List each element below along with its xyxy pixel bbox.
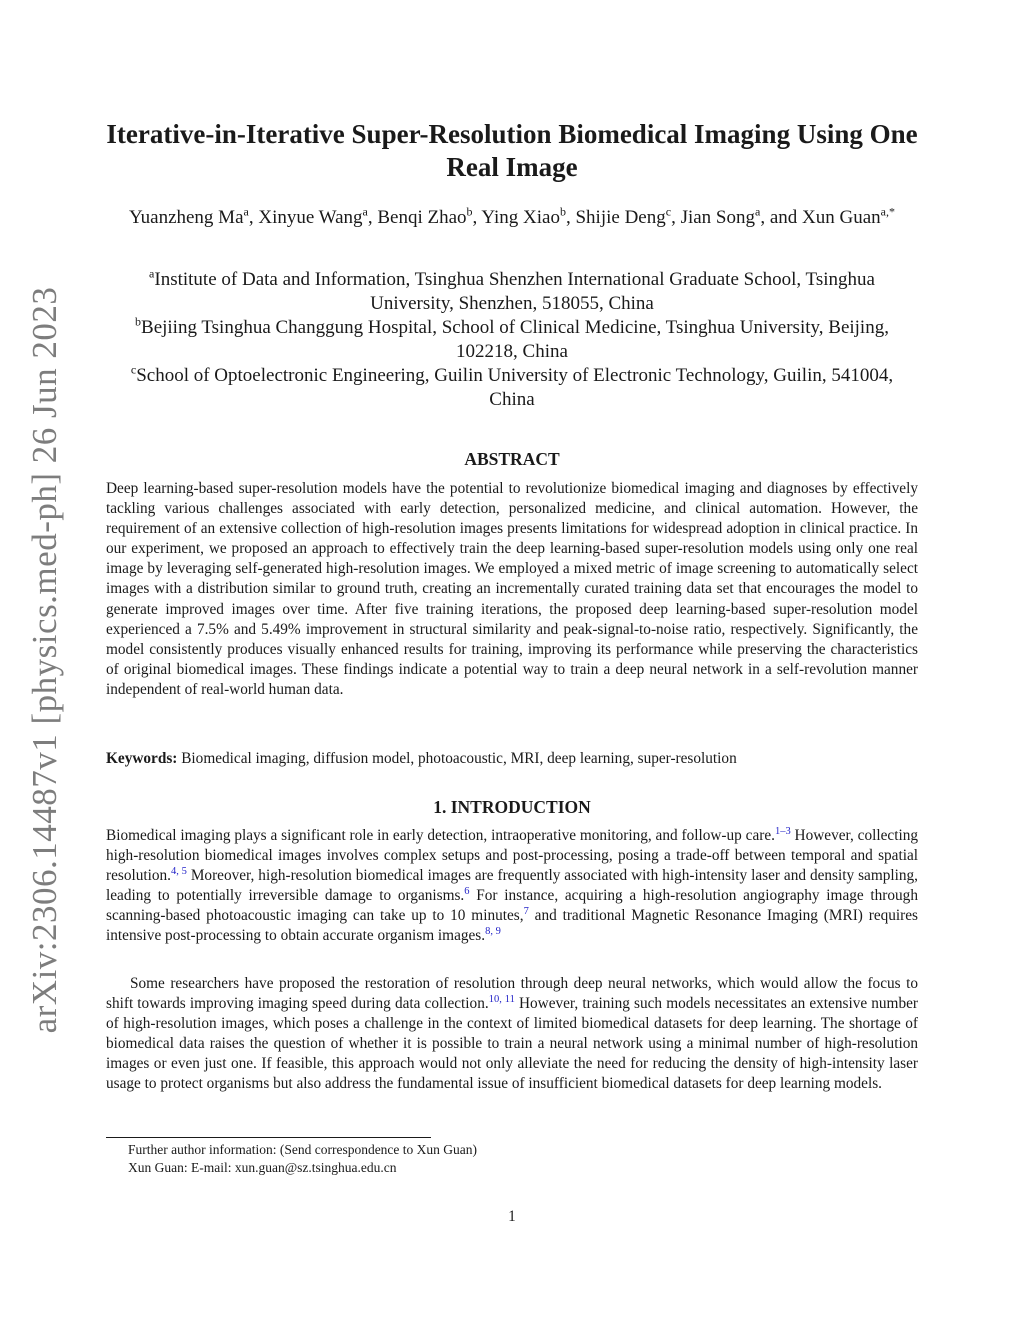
author-affiliation-mark: b — [466, 204, 473, 219]
author-name: Ying Xiao — [481, 207, 560, 228]
affiliation — [106, 364, 918, 412]
intro-paragraph-2: Some researchers have proposed the restoration of resolution through deep neural networks, which would allow the focus to shift towards improving imaging speed during data collection.$^{10, 11}$ However, training such models necessitates an extensive number of high-resolution images, which poses a challenge in the context of limited biomedical datasets for deep learning. The shortage of biomedical data raises the question of whether it is possible to train a neural network using a minimal number of high-resolution images or even just one. If feasible, this approach would not only alleviate the need for reducing the density of high-intensity laser usage to protect organisms but also address the fundamental issue of insufficient biomedical datasets for deep learning models. — [106, 975, 918, 1092]
affiliation-mark: c — [130, 362, 137, 377]
citation-link[interactable]: 6 — [464, 886, 470, 897]
affiliation-mark: b — [135, 314, 142, 329]
author-affiliation-mark: b — [559, 204, 566, 219]
author-affiliation-mark: c — [665, 204, 672, 219]
keywords-label: Keywords: — [106, 750, 178, 767]
keywords-text: Biomedical imaging, diffusion model, photoacoustic, MRI, deep learning, super-resolution — [181, 750, 737, 767]
affiliation-list — [106, 268, 918, 412]
citation-link[interactable]: 4, 5 — [171, 866, 187, 877]
author-affiliation-mark: a,* — [880, 204, 895, 219]
paper-title: Iterative-in-Iterative Super-Resolution Biomedical Imaging Using One Real Image — [106, 119, 918, 182]
affiliation — [106, 268, 918, 316]
abstract-text: Deep learning-based super-resolution models have the potential to revolutionize biomedical imaging and diagnoses by effectively tackling various challenges associated with early detection, personalized medicine, and clinical automation. However, the requirement of an extensive collection of high-resolution images presents limitations for widespread adoption in clinical practice. In our experiment, we proposed an approach to effectively train the deep learning-based super-resolution models using only one real image by leveraging self-generated high-resolution images. We employed a mixed metric of image screening to automatically select images with a distribution similar to ground truth, creating an incrementally curated training data set that encourages the model to generate improved images over time. After five training iterations, the proposed deep learning-based super-resolution model experienced a 7.5% and 5.49% improvement in structural similarity and peak-signal-to-noise ratio, respectively. Significantly, the model consistently produces visually enhanced results for training, improving its performance while preserving the characteristics of original biomedical images. These findings indicate a potential way to train a deep neural network in a self-revolution manner independent of real-world human data. — [106, 480, 918, 698]
affiliation — [106, 316, 918, 364]
affiliation-text: Bejiing Tsinghua Changgung Hospital, School of Clinical Medicine, Tsinghua University, Beijing, 102218, China — [141, 317, 889, 362]
keywords — [106, 749, 918, 769]
author-name: Benqi Zhao — [377, 207, 467, 228]
page-number: 1 — [508, 1208, 516, 1225]
section-heading-introduction: 1. INTRODUCTION — [433, 797, 591, 817]
author-affiliation-mark: a — [755, 204, 761, 219]
author-affiliation-mark: a — [362, 204, 368, 219]
author-name: Xinyue Wang — [258, 207, 363, 228]
affiliation-text: Institute of Data and Information, Tsinghua Shenzhen International Graduate School, Tsinghua University, Shenzhen, 518055, China — [154, 269, 875, 314]
citation-link[interactable]: 7 — [523, 906, 529, 917]
arxiv-identifier-text: arXiv:2306.14487v1 [physics.med-ph] 26 Jun 2023 — [25, 286, 64, 1034]
footnote-author-info: Further author information: (Send correspondence to Xun Guan) — [128, 1142, 478, 1157]
author-name: Shijie Deng — [575, 207, 666, 228]
footnote-divider — [106, 1137, 431, 1138]
author-affiliation-mark: a — [243, 204, 249, 219]
citation-link[interactable]: 10, 11 — [488, 994, 515, 1005]
author-list: Yuanzheng Ma$^a$, Xinyue Wang$^a$, Benqi Zhao$^b$, Ying Xiao$^b$, Shijie Deng$^c$, Jian Song$^a$, and Xun Guan$^{a,*}$ — [129, 204, 895, 228]
footnote-email: Xun Guan: E-mail: xun.guan@sz.tsinghua.edu.cn — [128, 1160, 397, 1175]
affiliation-text: School of Optoelectronic Engineering, Guilin University of Electronic Technology, Guilin, 541004, China — [136, 365, 894, 410]
author-name: Yuanzheng Ma — [129, 207, 244, 228]
citation-link[interactable]: 1–3 — [774, 826, 791, 837]
affiliation-mark: a — [149, 266, 155, 281]
author-name: Xun Guan — [802, 207, 881, 228]
citation-link[interactable]: 8, 9 — [485, 926, 501, 937]
abstract-heading: ABSTRACT — [464, 449, 560, 469]
intro-paragraph-1: Biomedical imaging plays a significant role in early detection, intraoperative monitoring, and follow-up care.$^{1-3}$ However, collecting high-resolution biomedical images involves complex setups and post-processing, posing a trade-off between temporal and spatial resolution.$^{4, 5}$ Moreover, high-resolution biomedical images are frequently associated with high-intensity laser and density sampling, leading to potentially irreversible damage to organisms.$^6$ For instance, acquiring a high-resolution angiography image through scanning-based photoacoustic imaging can take up to 10 minutes,$^7$ and traditional Magnetic Resonance Imaging (MRI) requires intensive post-processing to obtain accurate organism images.$^{8, 9}$ — [106, 826, 918, 944]
author-name: Jian Song — [680, 207, 755, 228]
